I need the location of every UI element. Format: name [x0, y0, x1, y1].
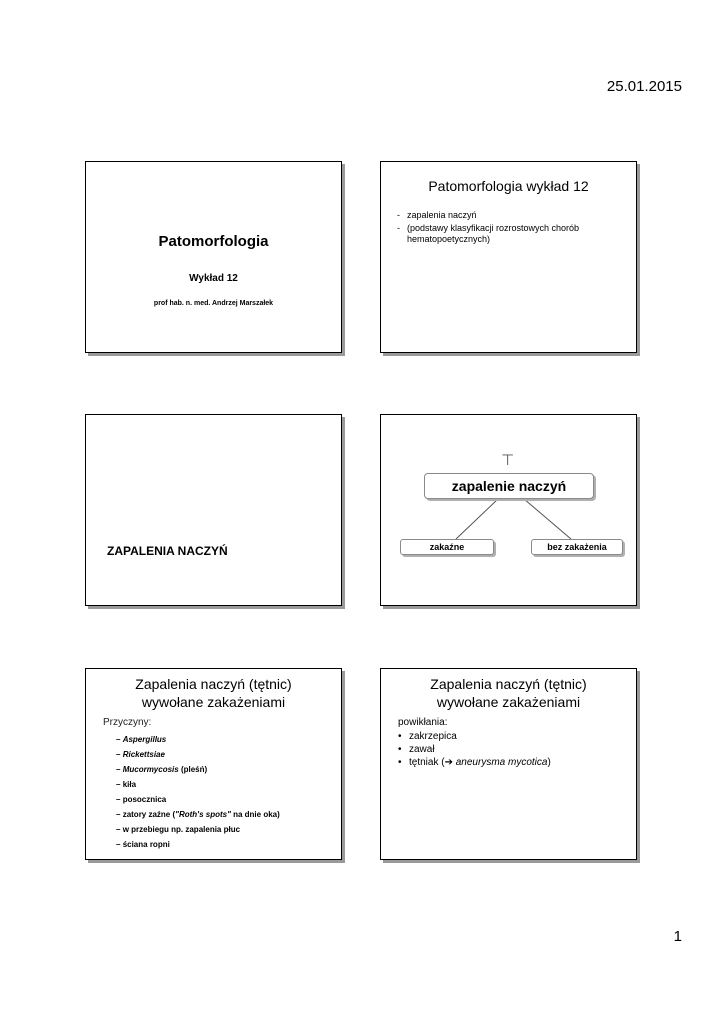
list-item-text: zatory zaźne ( [122, 810, 176, 819]
list-item-text: ) [547, 757, 551, 768]
causes-list [116, 732, 341, 852]
slide-title: ZAPALENIA NACZYŃ [107, 544, 228, 558]
slide-title-line-1: Zapalenia naczyń (tętnic) [430, 676, 587, 692]
list-item-text: tętniak ( [409, 757, 445, 768]
dash-marker: – [116, 735, 121, 744]
slide-title-line-2: wywołane zakażeniami [141, 694, 286, 710]
dash-marker: – [116, 795, 121, 804]
bullet-marker: • [398, 731, 402, 742]
dash-marker: – [116, 765, 121, 774]
slide-3-thumbnail [85, 414, 342, 606]
list-item-text: (pleśń) [178, 765, 208, 774]
list-item [116, 762, 341, 777]
complications-heading: powikłania: [398, 717, 448, 728]
list-item [116, 792, 341, 807]
list-item-text: zapalenia naczyń [407, 210, 477, 220]
slide-5-thumbnail [85, 668, 342, 860]
dash-marker: - [397, 210, 400, 220]
list-item [116, 747, 341, 762]
list-item-text: na dnie oka) [230, 810, 280, 819]
slide-title-line-2: wywołane zakażeniami [436, 694, 581, 710]
slide-subtitle: Wykład 12 [189, 273, 238, 284]
slide-1-thumbnail [85, 161, 342, 353]
slide-6-thumbnail [380, 668, 637, 860]
list-item [116, 837, 341, 852]
diagram-node-noninfectious: bez zakażenia [531, 539, 623, 555]
slide-title [381, 675, 636, 711]
bullet-marker: • [398, 757, 402, 768]
bullet-marker: • [398, 744, 402, 755]
slide-title [86, 675, 341, 711]
list-item [398, 730, 628, 743]
connector-left [456, 499, 498, 539]
list-item-text: posocznica [122, 795, 167, 804]
list-item-text: (podstawy klasyfikacji rozrostowych chorób hematopoetycznych) [407, 223, 580, 244]
dash-marker: – [116, 840, 121, 849]
page-number: 1 [673, 928, 682, 945]
list-item [116, 777, 341, 792]
list-item-text: Rickettsiae [122, 750, 165, 759]
header-date: 25.01.2015 [606, 78, 682, 95]
dash-marker: – [116, 810, 121, 819]
list-item-text: aneurysma mycotica [452, 757, 548, 768]
list-item-text: ściana ropni [122, 840, 170, 849]
list-item [116, 822, 341, 837]
list-item-text: "Roth's spots" [175, 810, 231, 819]
list-item [397, 223, 627, 245]
list-item-text: kiła [122, 780, 137, 789]
list-item [397, 210, 627, 221]
causes-heading: Przyczyny: [103, 717, 152, 728]
connector-right [524, 499, 571, 539]
diagram-node-main: zapalenie naczyń [424, 473, 594, 499]
diagram-connectors [381, 415, 638, 607]
slide-4-thumbnail [380, 414, 637, 606]
dash-marker: – [116, 750, 121, 759]
complications-list [398, 730, 628, 769]
dash-marker: – [116, 780, 121, 789]
list-item [398, 756, 628, 769]
dash-marker: – [116, 825, 121, 834]
slide-title: Patomorfologia wykład 12 [428, 178, 589, 194]
list-item [116, 807, 341, 822]
list-item [398, 743, 628, 756]
slide-title-line-1: Zapalenia naczyń (tętnic) [135, 676, 292, 692]
slide-author: prof hab. n. med. Andrzej Marszałek [153, 300, 274, 307]
list-item-text: zawał [409, 744, 435, 755]
arrow-right-icon: ➔ [444, 757, 453, 768]
text-cursor-icon: ⊤ [501, 452, 515, 469]
slide-title: Patomorfologia [158, 233, 269, 250]
list-item-text: zakrzepica [409, 731, 457, 742]
diagram-node-infectious: zakaźne [400, 539, 494, 555]
slide-2-thumbnail [380, 161, 637, 353]
list-item-text: Mucormycosis [122, 765, 179, 774]
list-item-text: Aspergillus [122, 735, 167, 744]
list-item [116, 732, 341, 747]
slide-bullet-list [397, 210, 627, 247]
dash-marker: - [397, 223, 400, 233]
list-item-text: w przebiegu np. zapalenia płuc [122, 825, 241, 834]
